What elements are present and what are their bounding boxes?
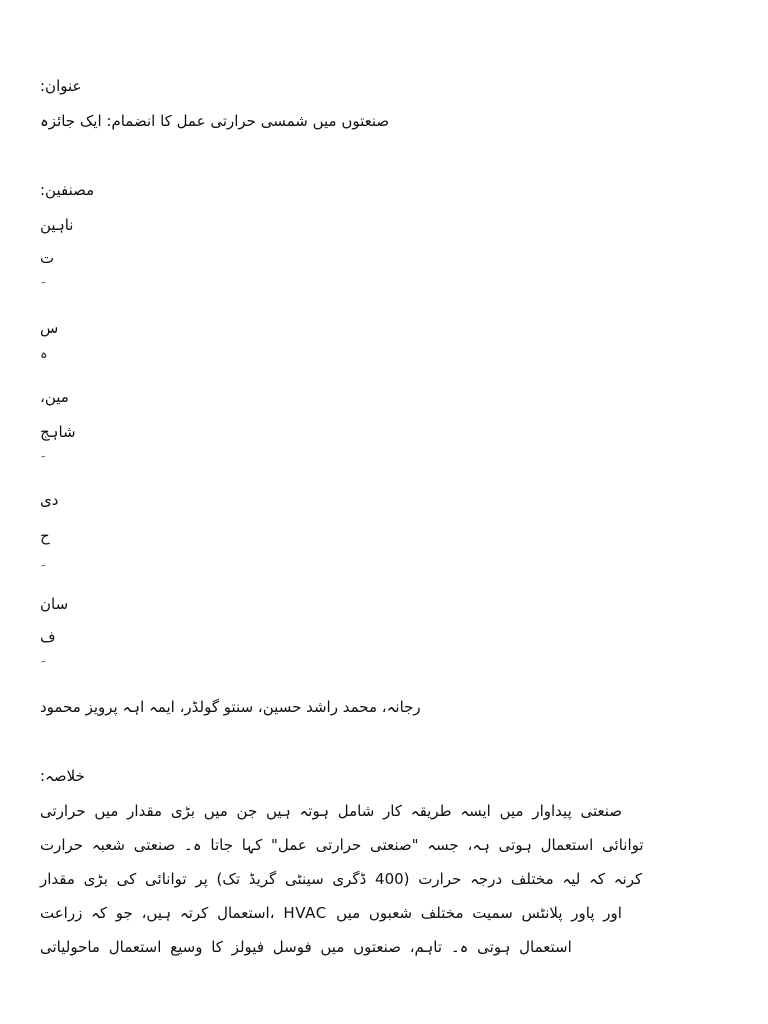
author-fragment: مین، — [40, 388, 69, 406]
abstract-line: کرنہ کہ لیہ مختلف درجہ حرارت (400 ڈگری سینٹی گریڈ تک) پر توانائی کی بڑی مقدار — [40, 870, 643, 888]
author-fragment: دی — [40, 491, 59, 509]
author-fragment: سان — [40, 595, 69, 613]
authors-list: رجانہ، محمد راشد حسین، سنتو گولڈر، ایمہ اہہ پرویز محمود — [40, 698, 421, 716]
abstract-line: استعمال ہوتی ہ۔ تاہم، صنعتوں میں فوسل فیولز کا وسیع استعمال ماحولیاتی — [40, 938, 572, 956]
authors-label: مصنفین: — [40, 181, 95, 199]
author-fragment: ت — [40, 249, 55, 267]
author-fragment: ف — [40, 628, 56, 646]
author-fragment: ح — [40, 527, 50, 545]
document-title: صنعتوں میں شمسی حرارتی عمل کا انضمام: ایک جائزہ — [40, 112, 390, 130]
author-fragment: س — [40, 319, 59, 337]
abstract-line: صنعتی پیداوار میں ایسہ طریقہ کار شامل ہوتہ ہیں جن میں بڑی مقدار میں حرارتی — [40, 802, 623, 820]
author-fragment: ناہین — [40, 216, 74, 234]
abstract-line: توانائی استعمال ہوتی ہہ، جسہ "صنعتی حرارتی عمل" کہا جاتا ہ۔ صنعتی شعبہ حرارت — [40, 836, 644, 854]
author-fragment: ہ — [40, 347, 48, 362]
abstract-label: خلاصہ: — [40, 767, 85, 785]
author-fragment: شاہج — [40, 423, 76, 441]
abstract-line: استعمال کرتہ ہیں، جو کہ زراعت، HVAC اور پاور پلانٹس سمیت مختلف شعبوں میں — [40, 904, 622, 922]
title-label: عنوان: — [40, 77, 82, 95]
